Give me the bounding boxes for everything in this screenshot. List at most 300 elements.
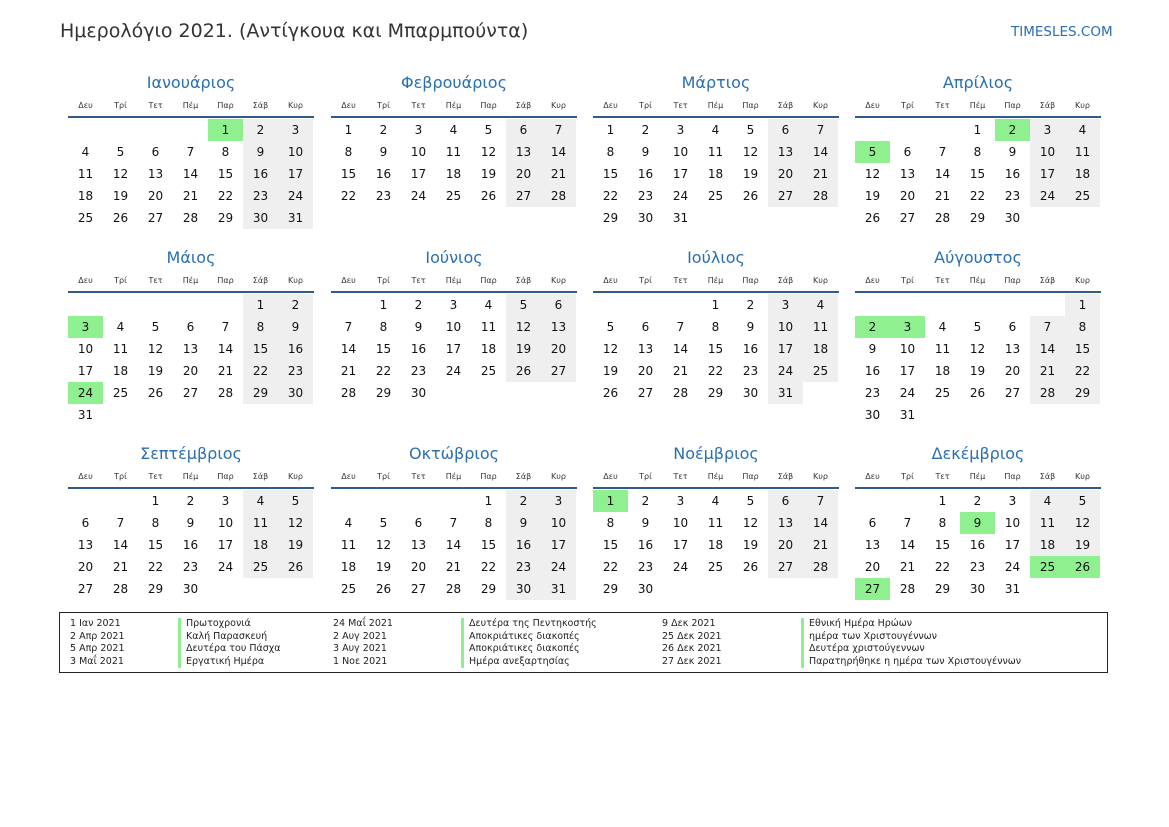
day-cell: 22 — [1065, 360, 1100, 382]
weekday-label: Κυρ — [1075, 101, 1090, 110]
day-cell: 21 — [934, 189, 951, 203]
day-cell: 4 — [484, 298, 493, 312]
day-cell: 26 — [742, 560, 759, 574]
day-cell: 12 — [112, 167, 129, 181]
day-cell: 16 — [637, 167, 654, 181]
day-cell: 30 — [969, 582, 986, 596]
day-grid — [68, 294, 314, 426]
day-cell: 2 — [973, 494, 982, 508]
day-cell: 1 — [151, 494, 160, 508]
day-cell: 7 — [938, 145, 947, 159]
legend-dates-col-3 — [662, 618, 722, 668]
day-cell: 20 — [899, 189, 916, 203]
day-cell: 10 — [1030, 141, 1065, 163]
weekday-label: Τετ — [673, 276, 688, 285]
weekday-label: Τρί — [639, 101, 652, 110]
holiday-day-cell: 1 — [208, 119, 243, 141]
day-cell: 7 — [186, 145, 195, 159]
weekday-label: Τετ — [148, 276, 163, 285]
legend-date: 27 Δεκ 2021 — [662, 655, 722, 667]
day-cell: 27 — [768, 185, 803, 207]
day-cell: 21 — [1030, 360, 1065, 382]
day-cell: 20 — [768, 534, 803, 556]
weekday-label: Πέμ — [969, 101, 986, 110]
day-cell: 31 — [541, 578, 576, 600]
day-cell: 21 — [217, 364, 234, 378]
weekday-label: Τετ — [935, 276, 950, 285]
day-cell: 13 — [768, 512, 803, 534]
day-cell: 8 — [344, 145, 353, 159]
day-cell: 3 — [278, 119, 313, 141]
weekday-label: Τετ — [673, 472, 688, 481]
holiday-day-cell: 2 — [855, 316, 890, 338]
day-cell: 18 — [77, 189, 94, 203]
weekday-label: Τρί — [114, 472, 127, 481]
day-cell: 10 — [410, 145, 427, 159]
day-cell: 12 — [969, 342, 986, 356]
day-cell: 26 — [602, 386, 619, 400]
weekday-label: Τρί — [377, 101, 390, 110]
day-cell: 5 — [606, 320, 615, 334]
day-cell: 27 — [506, 185, 541, 207]
weekday-label: Πέμ — [445, 472, 462, 481]
day-cell: 8 — [606, 516, 615, 530]
day-cell: 31 — [77, 408, 94, 422]
day-cell: 16 — [243, 163, 278, 185]
day-cell: 16 — [864, 364, 881, 378]
day-cell: 16 — [278, 338, 313, 360]
weekday-label: Τρί — [377, 472, 390, 481]
day-cell: 11 — [1030, 512, 1065, 534]
day-cell: 19 — [969, 364, 986, 378]
day-cell: 8 — [484, 516, 493, 530]
day-grid — [593, 119, 839, 251]
day-cell: 25 — [340, 582, 357, 596]
day-cell: 31 — [1004, 582, 1021, 596]
site-link[interactable]: TIMESLES.COM — [1011, 24, 1113, 40]
month-divider — [68, 116, 314, 118]
day-cell: 24 — [1030, 185, 1065, 207]
day-cell: 9 — [868, 342, 877, 356]
month-name: Δεκέμβριος — [931, 444, 1025, 463]
day-cell: 28 — [1030, 382, 1065, 404]
day-cell: 5 — [484, 123, 493, 137]
weekday-label: Τρί — [901, 472, 914, 481]
weekday-label: Πέμ — [707, 101, 724, 110]
day-cell: 11 — [77, 167, 94, 181]
day-cell: 3 — [676, 123, 685, 137]
legend-date: 3 Μαΐ 2021 — [70, 655, 124, 667]
day-cell: 26 — [147, 386, 164, 400]
day-cell: 29 — [243, 382, 278, 404]
day-cell: 5 — [151, 320, 160, 334]
weekday-label: Κυρ — [1075, 472, 1090, 481]
legend-holiday-name: Εθνική Ημέρα Ηρώων — [801, 618, 1021, 631]
day-cell: 30 — [278, 382, 313, 404]
day-cell: 3 — [449, 298, 458, 312]
weekday-label: Τρί — [901, 101, 914, 110]
day-cell: 24 — [1004, 560, 1021, 574]
day-cell: 22 — [969, 189, 986, 203]
day-cell: 19 — [1065, 534, 1100, 556]
day-cell: 6 — [541, 294, 576, 316]
day-cell: 17 — [410, 167, 427, 181]
day-cell: 12 — [278, 512, 313, 534]
day-cell: 27 — [77, 582, 94, 596]
legend-holiday-name: Καλή Παρασκευή — [178, 631, 281, 644]
weekday-label: Τετ — [411, 101, 426, 110]
day-grid — [331, 490, 577, 622]
weekday-label: Παρ — [217, 101, 234, 110]
weekday-header — [68, 101, 314, 115]
day-cell: 29 — [602, 582, 619, 596]
weekday-label: Τρί — [377, 276, 390, 285]
day-cell: 9 — [186, 516, 195, 530]
weekday-label: Παρ — [1004, 101, 1021, 110]
day-cell: 8 — [243, 316, 278, 338]
day-cell: 27 — [1004, 386, 1021, 400]
day-cell: 6 — [151, 145, 160, 159]
holiday-day-cell: 26 — [1065, 556, 1100, 578]
day-cell: 8 — [221, 145, 230, 159]
day-cell: 12 — [480, 145, 497, 159]
day-cell: 9 — [243, 141, 278, 163]
weekday-header — [331, 101, 577, 115]
day-cell: 11 — [445, 145, 462, 159]
day-cell: 14 — [112, 538, 129, 552]
day-cell: 12 — [1065, 512, 1100, 534]
day-cell: 5 — [116, 145, 125, 159]
day-cell: 29 — [375, 386, 392, 400]
day-cell: 14 — [803, 141, 838, 163]
weekday-label: Πέμ — [182, 101, 199, 110]
weekday-label: Παρ — [1004, 276, 1021, 285]
day-cell: 9 — [641, 516, 650, 530]
month-calendar — [855, 248, 1101, 430]
day-cell: 17 — [672, 167, 689, 181]
day-grid — [331, 119, 577, 251]
day-cell: 19 — [506, 338, 541, 360]
weekday-label: Παρ — [742, 101, 759, 110]
day-cell: 24 — [445, 364, 462, 378]
day-cell: 12 — [602, 342, 619, 356]
weekday-label: Σάβ — [777, 276, 794, 285]
weekday-label: Πέμ — [969, 276, 986, 285]
day-cell: 2 — [186, 494, 195, 508]
weekday-label: Δευ — [78, 276, 93, 285]
day-cell: 15 — [243, 338, 278, 360]
day-cell: 29 — [480, 582, 497, 596]
day-grid — [68, 490, 314, 622]
day-cell: 26 — [742, 189, 759, 203]
day-cell: 11 — [707, 145, 724, 159]
month-calendar — [68, 248, 314, 430]
legend-date: 2 Αυγ 2021 — [333, 630, 387, 642]
day-cell: 26 — [278, 556, 313, 578]
day-cell: 29 — [1065, 382, 1100, 404]
legend-date: 25 Δεκ 2021 — [662, 630, 722, 642]
weekday-label: Παρ — [480, 276, 497, 285]
day-cell: 14 — [541, 141, 576, 163]
day-cell: 29 — [217, 211, 234, 225]
day-cell: 2 — [506, 490, 541, 512]
day-cell: 15 — [707, 342, 724, 356]
day-cell: 23 — [864, 386, 881, 400]
legend-holiday-name: Παρατηρήθηκε η ημέρα των Χριστουγέννων — [801, 656, 1021, 669]
day-cell: 22 — [147, 560, 164, 574]
weekday-label: Κυρ — [288, 101, 303, 110]
day-cell: 27 — [182, 386, 199, 400]
legend-holiday-name: Ημέρα ανεξαρτησίας — [461, 656, 597, 669]
day-cell: 16 — [410, 342, 427, 356]
month-calendar — [68, 444, 314, 626]
day-cell: 20 — [147, 189, 164, 203]
weekday-label: Δευ — [603, 276, 618, 285]
day-cell: 26 — [864, 211, 881, 225]
day-cell: 7 — [541, 119, 576, 141]
month-divider — [331, 291, 577, 293]
day-cell: 4 — [344, 516, 353, 530]
legend-date: 1 Νοε 2021 — [333, 655, 388, 667]
day-cell: 23 — [243, 185, 278, 207]
weekday-label: Δευ — [78, 101, 93, 110]
day-cell: 16 — [1004, 167, 1021, 181]
month-name: Αύγουστος — [934, 248, 1022, 267]
day-cell: 12 — [506, 316, 541, 338]
day-cell: 9 — [641, 145, 650, 159]
weekday-label: Πέμ — [445, 276, 462, 285]
day-cell: 18 — [243, 534, 278, 556]
day-cell: 3 — [414, 123, 423, 137]
day-cell: 2 — [641, 123, 650, 137]
day-cell: 13 — [182, 342, 199, 356]
weekday-label: Δευ — [341, 472, 356, 481]
holiday-day-cell: 27 — [855, 578, 890, 600]
day-cell: 22 — [340, 189, 357, 203]
day-cell: 18 — [1030, 534, 1065, 556]
day-cell: 22 — [243, 360, 278, 382]
day-cell: 6 — [81, 516, 90, 530]
day-cell: 10 — [541, 512, 576, 534]
day-cell: 2 — [746, 298, 755, 312]
weekday-label: Τρί — [114, 276, 127, 285]
day-cell: 15 — [375, 342, 392, 356]
day-cell: 13 — [1004, 342, 1021, 356]
day-cell: 23 — [1004, 189, 1021, 203]
day-cell: 14 — [217, 342, 234, 356]
day-cell: 1 — [938, 494, 947, 508]
month-divider — [855, 487, 1101, 489]
day-cell: 7 — [803, 119, 838, 141]
weekday-label: Κυρ — [288, 472, 303, 481]
day-cell: 24 — [278, 185, 313, 207]
day-cell: 20 — [768, 163, 803, 185]
legend-holiday-name: Δευτέρα χριστούγεννων — [801, 643, 1021, 656]
weekday-label: Δευ — [341, 101, 356, 110]
day-cell: 6 — [641, 320, 650, 334]
day-cell: 29 — [147, 582, 164, 596]
day-grid — [855, 490, 1101, 622]
day-cell: 8 — [606, 145, 615, 159]
day-cell: 25 — [77, 211, 94, 225]
holiday-day-cell: 25 — [1030, 556, 1065, 578]
day-grid — [68, 119, 314, 251]
weekday-label: Σάβ — [1039, 472, 1056, 481]
weekday-label: Τετ — [935, 101, 950, 110]
day-cell: 14 — [934, 167, 951, 181]
day-cell: 14 — [803, 512, 838, 534]
day-cell: 10 — [899, 342, 916, 356]
day-cell: 23 — [410, 364, 427, 378]
day-cell: 15 — [934, 538, 951, 552]
day-cell: 21 — [803, 534, 838, 556]
day-cell: 21 — [445, 560, 462, 574]
day-grid — [593, 490, 839, 622]
day-cell: 9 — [379, 145, 388, 159]
month-name: Σεπτέμβριος — [140, 444, 242, 463]
weekday-header — [593, 276, 839, 290]
month-divider — [68, 291, 314, 293]
day-cell: 20 — [637, 364, 654, 378]
legend-names-col-3 — [801, 618, 1021, 668]
day-cell: 1 — [243, 294, 278, 316]
day-cell: 1 — [344, 123, 353, 137]
page-title: Ημερολόγιο 2021. (Αντίγκουα και Μπαρμπούντα) — [60, 20, 529, 42]
day-cell: 20 — [864, 560, 881, 574]
legend-date: 9 Δεκ 2021 — [662, 618, 716, 629]
day-cell: 17 — [217, 538, 234, 552]
day-cell: 15 — [340, 167, 357, 181]
day-cell: 30 — [864, 408, 881, 422]
day-cell: 26 — [506, 360, 541, 382]
day-cell: 10 — [217, 516, 234, 530]
weekday-label: Τετ — [148, 101, 163, 110]
month-calendar — [331, 444, 577, 626]
day-cell: 28 — [340, 386, 357, 400]
day-cell: 9 — [414, 320, 423, 334]
day-cell: 31 — [768, 382, 803, 404]
day-cell: 23 — [375, 189, 392, 203]
day-cell: 22 — [934, 560, 951, 574]
day-grid — [331, 294, 577, 426]
day-cell: 11 — [243, 512, 278, 534]
weekday-label: Σάβ — [252, 101, 269, 110]
day-cell: 2 — [243, 119, 278, 141]
weekday-label: Τρί — [901, 276, 914, 285]
day-cell: 9 — [746, 320, 755, 334]
day-cell: 29 — [969, 211, 986, 225]
day-cell: 30 — [637, 211, 654, 225]
legend-date: 26 Δεκ 2021 — [662, 643, 722, 655]
day-cell: 5 — [1065, 490, 1100, 512]
day-cell: 18 — [340, 560, 357, 574]
day-cell: 8 — [379, 320, 388, 334]
day-cell: 4 — [711, 494, 720, 508]
day-cell: 20 — [410, 560, 427, 574]
month-calendar — [68, 73, 314, 255]
day-cell: 2 — [278, 294, 313, 316]
weekday-label: Δευ — [341, 276, 356, 285]
day-cell: 4 — [938, 320, 947, 334]
day-cell: 28 — [899, 582, 916, 596]
day-cell: 18 — [803, 338, 838, 360]
day-cell: 1 — [484, 494, 493, 508]
day-cell: 15 — [969, 167, 986, 181]
weekday-label: Κυρ — [551, 472, 566, 481]
day-cell: 29 — [707, 386, 724, 400]
weekday-label: Πέμ — [969, 472, 986, 481]
day-cell: 8 — [1065, 316, 1100, 338]
day-cell: 21 — [899, 560, 916, 574]
month-divider — [855, 116, 1101, 118]
day-cell: 27 — [768, 556, 803, 578]
weekday-header — [593, 101, 839, 115]
day-cell: 30 — [410, 386, 427, 400]
legend-dates-col-2 — [333, 618, 393, 668]
day-cell: 19 — [480, 167, 497, 181]
day-cell: 13 — [506, 141, 541, 163]
day-cell: 14 — [340, 342, 357, 356]
day-cell: 12 — [742, 516, 759, 530]
day-cell: 21 — [541, 163, 576, 185]
day-cell: 25 — [112, 386, 129, 400]
holiday-day-cell: 5 — [855, 141, 890, 163]
day-cell: 30 — [742, 386, 759, 400]
day-cell: 30 — [243, 207, 278, 229]
month-name: Οκτώβριος — [408, 444, 499, 463]
day-cell: 28 — [803, 556, 838, 578]
day-cell: 10 — [672, 145, 689, 159]
weekday-label: Σάβ — [515, 101, 532, 110]
day-cell: 11 — [480, 320, 497, 334]
day-cell: 8 — [938, 516, 947, 530]
weekday-header — [855, 101, 1101, 115]
day-cell: 5 — [379, 516, 388, 530]
day-cell: 28 — [217, 386, 234, 400]
day-cell: 23 — [637, 189, 654, 203]
day-cell: 30 — [506, 578, 541, 600]
day-cell: 7 — [221, 320, 230, 334]
day-cell: 21 — [803, 163, 838, 185]
day-cell: 30 — [182, 582, 199, 596]
weekday-label: Δευ — [603, 472, 618, 481]
legend-holiday-name: Δευτέρα της Πεντηκοστής — [461, 618, 597, 631]
day-cell: 10 — [1004, 516, 1021, 530]
month-name: Μάιος — [166, 248, 216, 267]
day-cell: 1 — [711, 298, 720, 312]
day-cell: 22 — [480, 560, 497, 574]
day-cell: 13 — [410, 538, 427, 552]
day-cell: 1 — [606, 123, 615, 137]
day-cell: 5 — [973, 320, 982, 334]
day-cell: 17 — [278, 163, 313, 185]
day-cell: 13 — [147, 167, 164, 181]
month-calendar — [331, 248, 577, 430]
day-cell: 20 — [77, 560, 94, 574]
day-cell: 26 — [375, 582, 392, 596]
day-cell: 14 — [1030, 338, 1065, 360]
holiday-day-cell: 3 — [68, 316, 103, 338]
legend-date: 24 Μαΐ 2021 — [333, 618, 393, 629]
month-name: Απρίλιος — [942, 73, 1014, 92]
legend-holiday-name: Πρωτοχρονιά — [178, 618, 281, 631]
legend-holiday-name: Δευτέρα του Πάσχα — [178, 643, 281, 656]
weekday-label: Τρί — [114, 101, 127, 110]
day-cell: 17 — [77, 364, 94, 378]
day-cell: 4 — [81, 145, 90, 159]
weekday-header — [855, 472, 1101, 486]
weekday-label: Παρ — [480, 472, 497, 481]
